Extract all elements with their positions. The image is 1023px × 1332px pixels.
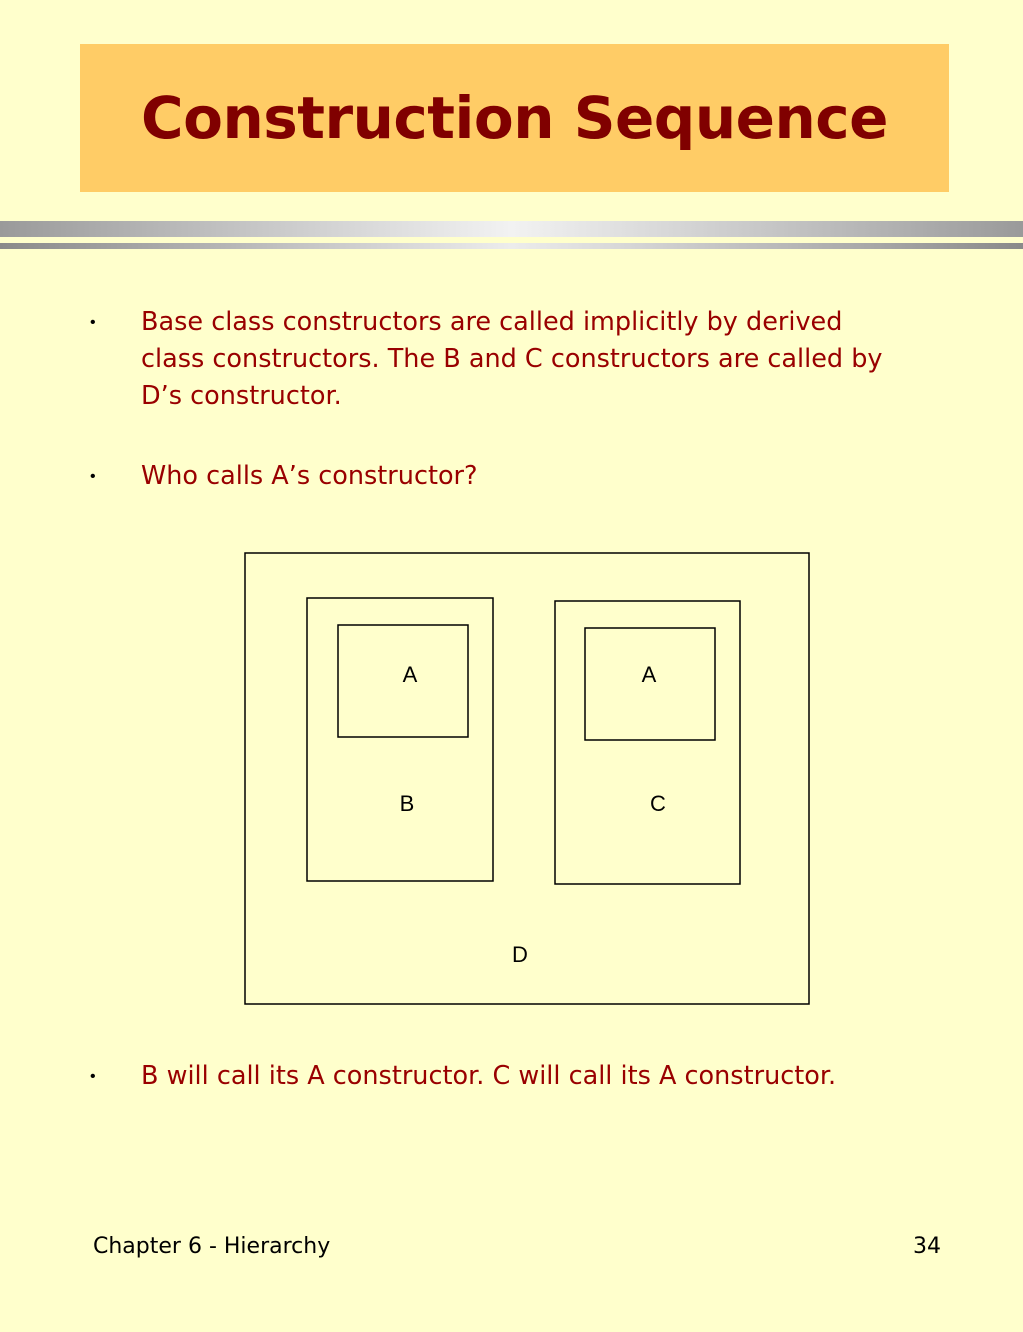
label-a-in-b: A [402,662,418,687]
box-d [245,553,809,1004]
bullet-icon: • [90,468,96,485]
label-d: D [512,942,528,967]
bullet-text-1: Base class constructors are called implicitly by derived class constructors. The B and C constructors are called by D’s constructor. [141,307,883,411]
box-b [307,598,493,881]
slide-title: Construction Sequence [141,84,888,152]
footer-chapter: Chapter 6 - Hierarchy [93,1234,331,1259]
label-c: C [650,791,666,816]
bullet-icon: • [90,314,96,331]
bullet-text-3: B will call its A constructor. C will call its A constructor. [141,1061,837,1091]
bullet-text-2: Who calls A’s constructor? [141,461,478,491]
bullet-icon: • [90,1068,96,1085]
box-c [555,601,740,884]
label-a-in-c: A [641,662,657,687]
footer-page-number: 34 [913,1234,941,1259]
label-b: B [399,791,415,816]
